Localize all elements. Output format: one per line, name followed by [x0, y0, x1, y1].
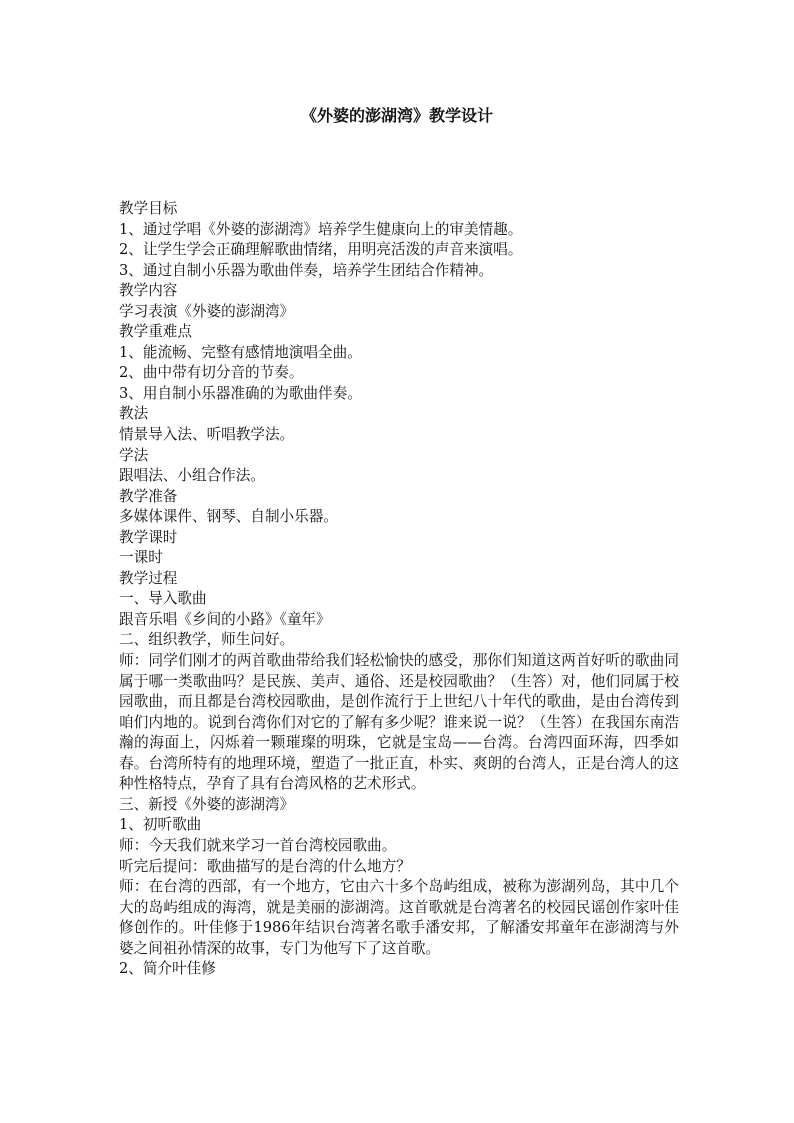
process-step-1-text: 跟音乐唱《乡间的小路》《童年》 [119, 610, 331, 628]
section-heading-teaching-method: 教法 [119, 405, 149, 423]
section-heading-process: 教学过程 [119, 569, 178, 587]
objective-3: 3、通过自制小乐器为歌曲伴奏，培养学生团结合作精神。 [119, 261, 494, 279]
key-point-1: 1、能流畅、完整有感情地演唱全曲。 [119, 343, 362, 361]
key-point-3: 3、用自制小乐器准确的为歌曲伴奏。 [119, 384, 362, 402]
learning-method-text: 跟唱法、小组合作法。 [119, 467, 265, 485]
teacher-intro-line: 师：今天我们就来学习一首台湾校园歌曲。 [119, 836, 397, 854]
section-heading-class-hours: 教学课时 [119, 528, 178, 546]
document-body [119, 199, 679, 980]
section-heading-key-points: 教学重难点 [119, 323, 192, 341]
preparation-text: 多媒体课件、钢琴、自制小乐器。 [119, 508, 338, 526]
section-heading-learning-method: 学法 [119, 446, 149, 464]
teacher-paragraph-2: 师：在台湾的西部，有一个地方，它由六十多个岛屿组成，被称为澎湖列岛，其中几个大的岛屿组成的海湾，就是美丽的澎湖湾。这首歌就是台湾著名的校园民谣创作家叶佳修创作的。叶佳修于1986年结识台湾著名歌手潘安邦，了解潘安邦童年在澎湖湾与外婆之间祖孙情深的故事，专门为他写下了这首歌。 [119, 878, 679, 957]
sub-step-composer-intro: 2、简介叶佳修 [119, 960, 216, 978]
process-step-1: 一、导入歌曲 [119, 590, 207, 608]
objective-1: 1、通过学唱《外婆的澎湖湾》培养学生健康向上的审美情趣。 [119, 220, 523, 238]
content-text: 学习表演《外婆的澎湖湾》 [119, 302, 295, 320]
teacher-paragraph-1: 师：同学们刚才的两首歌曲带给我们轻松愉快的感受，那你们知道这两首好听的歌曲同属于哪一类歌曲吗？是民族、美声、通俗、还是校园歌曲？（生答）对，他们同属于校园歌曲，而且都是台湾校园歌曲，是创作流行于上世纪八十年代的歌曲，是由台湾传到咱们内地的。说到台湾你们对它的了解有多少呢？谁来说一说？（生答）在我国东南浩瀚的海面上，闪烁着一颗璀璨的明珠，它就是宝岛——台湾。台湾四面环海，四季如春。台湾所特有的地理环境，塑造了一批正直，朴实、爽朗的台湾人，正是台湾人的这种性格特点，孕育了具有台湾风格的艺术形式。 [119, 652, 679, 793]
question-line: 听完后提问：歌曲描写的是台湾的什么地方？ [119, 857, 411, 875]
process-step-3: 三、新授《外婆的澎湖湾》 [119, 795, 295, 813]
class-hours-text: 一课时 [119, 549, 163, 567]
process-step-2: 二、组织教学，师生问好。 [119, 631, 295, 649]
teaching-method-text: 情景导入法、听唱教学法。 [119, 426, 295, 444]
section-heading-objectives: 教学目标 [119, 200, 178, 217]
sub-step-first-listen: 1、初听歌曲 [119, 816, 202, 834]
section-heading-preparation: 教学准备 [119, 487, 178, 505]
document-title: 《外婆的澎湖湾》教学设计 [300, 106, 493, 125]
objective-2: 2、让学生学会正确理解歌曲情绪，用明亮活泼的声音来演唱。 [119, 241, 523, 259]
section-heading-content: 教学内容 [119, 282, 178, 300]
key-point-2: 2、曲中带有切分音的节奏。 [119, 364, 304, 382]
